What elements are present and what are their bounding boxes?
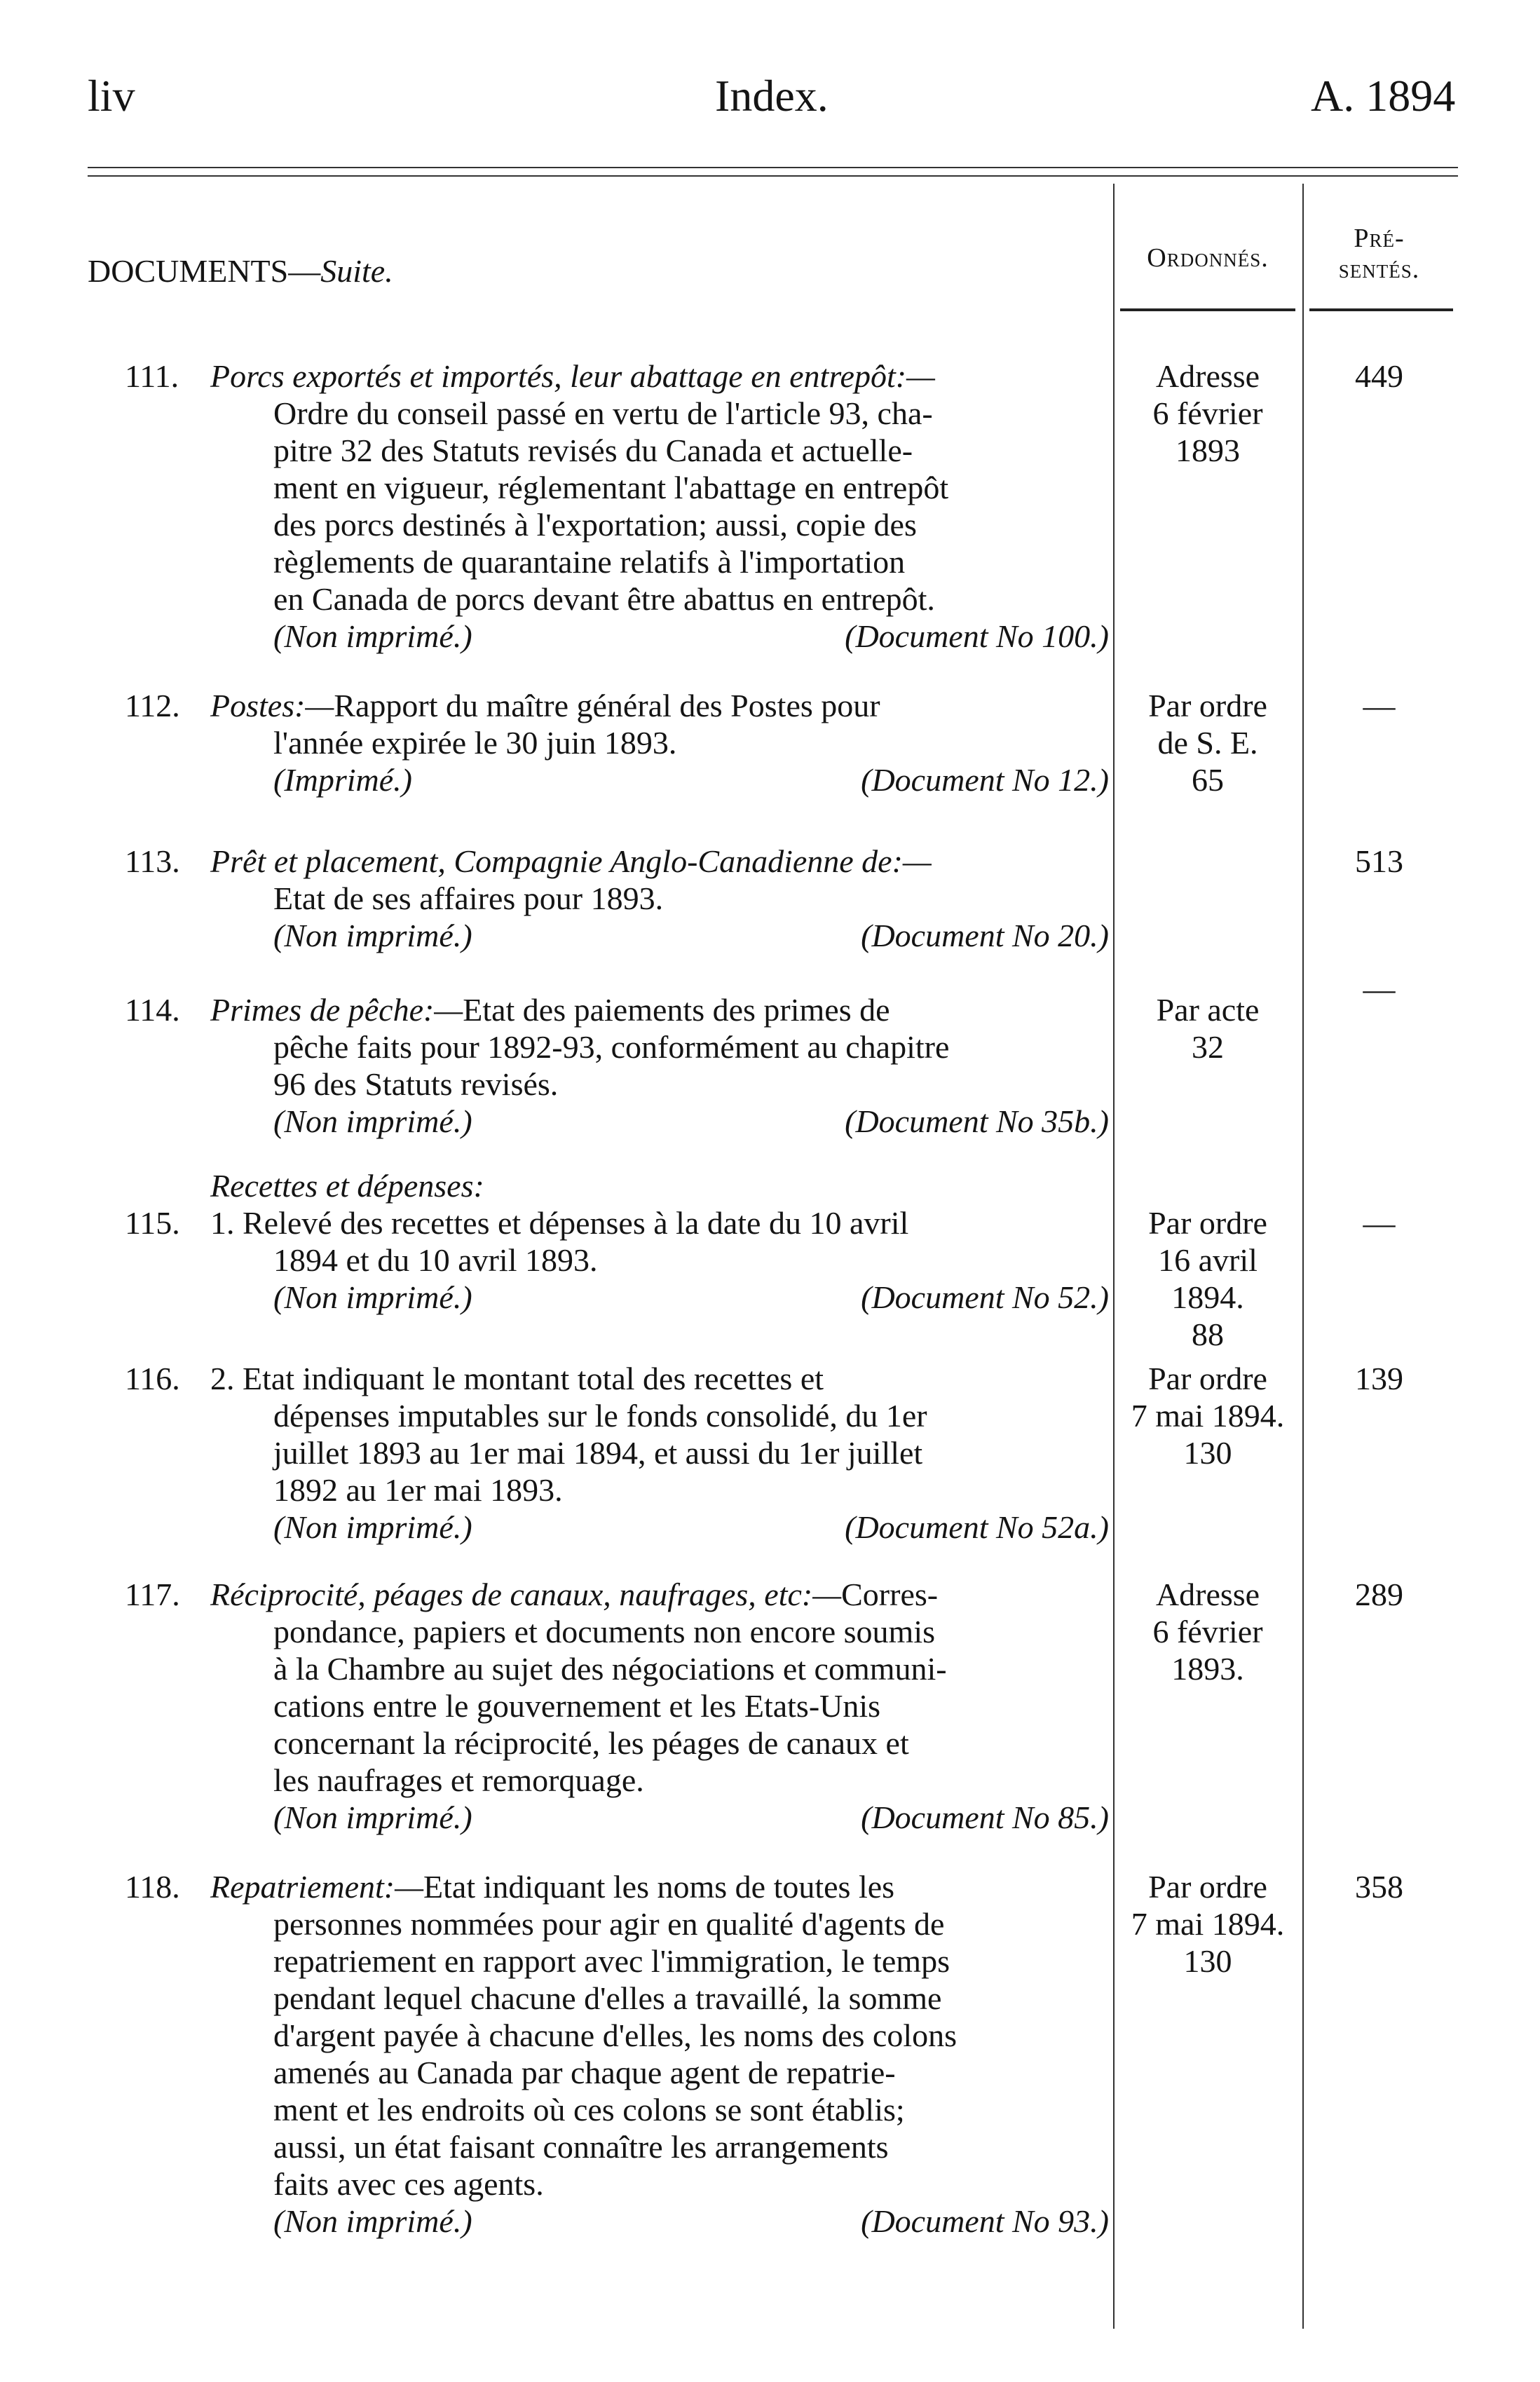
entry-body xyxy=(210,358,1109,655)
entry-line: Ordre du conseil passé en vertu de l'article 93, cha- xyxy=(273,395,933,431)
presented-cell: 289 xyxy=(1355,1577,1403,1612)
entry-title: Réciprocité, péages de canaux, naufrages, etc:— xyxy=(210,1577,842,1612)
print-status: (Imprimé.) xyxy=(273,762,412,798)
entry-line: règlements de quarantaine relatifs à l'importation xyxy=(273,544,906,580)
page-year: A. 1894 xyxy=(1311,71,1456,121)
entry-number: 115. xyxy=(125,1205,180,1241)
print-status: (Non imprimé.) xyxy=(273,1279,472,1315)
entry-line: dépenses imputables sur le fonds consolidé, du 1er xyxy=(273,1398,927,1434)
page-title: Index. xyxy=(715,71,829,121)
entry-body xyxy=(210,1204,1109,1316)
entry-line: Etat de ses affaires pour 1893. xyxy=(273,880,664,916)
presented-cell: — xyxy=(1363,971,1396,1007)
entry-line: cations entre le gouvernement et les Etats-Unis xyxy=(273,1688,881,1724)
entry-line: pondance, papiers et documents non encore soumis xyxy=(273,1614,936,1649)
ordered-cell: Par acte 32 xyxy=(1156,992,1260,1065)
entry-line: ment et les endroits où ces colons se sont établis; xyxy=(273,2092,905,2128)
entry-body xyxy=(210,687,1109,798)
column-header-presented-line1: Pré- xyxy=(1354,224,1405,253)
entry-line: en Canada de porcs devant être abattus en entrepôt. xyxy=(273,581,935,617)
document-ref: (Document No 52a.) xyxy=(845,1509,1109,1545)
entry-line: pêche faits pour 1892-93, conformément au chapitre xyxy=(273,1029,950,1065)
entry-number: 113. xyxy=(125,843,180,879)
entry-line: 1892 au 1er mai 1893. xyxy=(273,1472,563,1508)
subheading-recettes: Recettes et dépenses: xyxy=(210,1168,484,1204)
document-ref: (Document No 100.) xyxy=(845,618,1109,654)
presented-cell: 358 xyxy=(1355,1869,1403,1905)
entry-line: juillet 1893 au 1er mai 1894, et aussi du 1er juillet xyxy=(273,1435,923,1471)
document-ref: (Document No 85.) xyxy=(861,1799,1109,1835)
ordered-cell: Par ordre 7 mai 1894. 130 xyxy=(1131,1869,1285,1979)
entry-line: 96 des Statuts revisés. xyxy=(273,1066,559,1102)
entry-body xyxy=(210,991,1109,1140)
document-ref: (Document No 20.) xyxy=(861,918,1109,953)
presented-cell: 449 xyxy=(1355,358,1403,394)
entry-line: faits avec ces agents. xyxy=(273,2166,544,2202)
entry-title: Postes:— xyxy=(210,688,334,723)
entry-title: Primes de pêche:— xyxy=(210,992,463,1028)
print-status: (Non imprimé.) xyxy=(273,1799,472,1835)
column-header-presented-line2: sentés. xyxy=(1338,254,1420,284)
ordered-cell: Par ordre 16 avril 1894. 88 xyxy=(1148,1205,1267,1352)
column-divider-presented xyxy=(1302,184,1304,2329)
column-header-ordered: Ordonnés. xyxy=(1147,243,1269,273)
entry-body xyxy=(210,1360,1109,1546)
entry-body xyxy=(210,1868,1109,2240)
entry-line: d'argent payée à chacune d'elles, les noms des colons xyxy=(273,2017,958,2053)
column-divider-ordered xyxy=(1113,184,1115,2329)
document-ref: (Document No 52.) xyxy=(861,1279,1109,1315)
print-status: (Non imprimé.) xyxy=(273,1103,472,1139)
entry-title-rest: 2. Etat indiquant le montant total des recettes et xyxy=(210,1361,824,1396)
entry-title-rest: 1. Relevé des recettes et dépenses à la date du 10 avril xyxy=(210,1205,909,1241)
entry-title-rest: Rapport du maître général des Postes pour xyxy=(334,688,880,723)
entry-number: 111. xyxy=(125,358,179,394)
entry-line: personnes nommées pour agir en qualité d'agents de xyxy=(273,1906,945,1942)
entry-body xyxy=(210,843,1109,954)
header-rule-top xyxy=(88,167,1458,168)
column-header-presented xyxy=(1307,223,1451,285)
section-title xyxy=(88,252,393,290)
entry-line: concernant la réciprocité, les péages de canaux et xyxy=(273,1725,909,1761)
entry-number: 114. xyxy=(125,992,180,1028)
entry-line: des porcs destinés à l'exportation; aussi, copie des xyxy=(273,507,917,543)
entry-title: Repatriement:— xyxy=(210,1869,424,1905)
entry-line: repatriement en rapport avec l'immigration, le temps xyxy=(273,1943,950,1979)
entry-title-rest: Corres- xyxy=(841,1577,939,1612)
ordered-cell: Adresse 6 février 1893 xyxy=(1152,358,1263,468)
section-title-suite: Suite. xyxy=(320,253,393,289)
document-ref: (Document No 35b.) xyxy=(845,1103,1109,1139)
entry-title-rest: Etat des paiements des primes de xyxy=(463,992,890,1028)
entry-line: pendant lequel chacune d'elles a travaillé, la somme xyxy=(273,1980,942,2016)
page-number: liv xyxy=(88,71,135,121)
ordered-cell: Adresse 6 février 1893. xyxy=(1152,1577,1263,1687)
print-status: (Non imprimé.) xyxy=(273,1509,472,1545)
entry-number: 116. xyxy=(125,1361,180,1396)
section-title-text: DOCUMENTS— xyxy=(88,253,321,289)
entry-number: 112. xyxy=(125,688,180,723)
print-status: (Non imprimé.) xyxy=(273,918,472,953)
entry-body xyxy=(210,1576,1109,1836)
entry-number: 117. xyxy=(125,1577,180,1612)
entry-number: 118. xyxy=(125,1869,180,1905)
ordered-cell: Par ordre de S. E. 65 xyxy=(1148,688,1267,798)
entry-title-rest: Etat indiquant les noms de toutes les xyxy=(423,1869,895,1905)
document-ref: (Document No 12.) xyxy=(861,762,1109,798)
entry-line: amenés au Canada par chaque agent de repatrie- xyxy=(273,2055,896,2090)
entry-line: à la Chambre au sujet des négociations et communi- xyxy=(273,1651,947,1687)
entry-line: 1894 et du 10 avril 1893. xyxy=(273,1242,598,1278)
entry-line: l'année expirée le 30 juin 1893. xyxy=(273,725,677,761)
presented-cell: 139 xyxy=(1355,1361,1403,1396)
column-header-presented-underline xyxy=(1309,308,1453,311)
header-rule-bottom xyxy=(88,175,1458,177)
entry-title: Porcs exportés et importés, leur abattage en entrepôt:— xyxy=(210,358,935,394)
presented-cell: 513 xyxy=(1355,843,1403,879)
entry-title: Prêt et placement, Compagnie Anglo-Canadienne de:— xyxy=(210,843,932,879)
column-header-ordered-underline xyxy=(1120,308,1295,311)
presented-cell: — xyxy=(1363,1205,1396,1241)
entry-line: les naufrages et remorquage. xyxy=(273,1762,644,1798)
ordered-cell: Par ordre 7 mai 1894. 130 xyxy=(1131,1361,1285,1471)
document-ref: (Document No 93.) xyxy=(861,2203,1109,2239)
presented-cell: — xyxy=(1363,688,1396,723)
print-status: (Non imprimé.) xyxy=(273,2203,472,2239)
entry-line: pitre 32 des Statuts revisés du Canada et actuelle- xyxy=(273,433,913,468)
entry-line: aussi, un état faisant connaître les arrangements xyxy=(273,2129,889,2165)
print-status: (Non imprimé.) xyxy=(273,618,472,654)
entry-line: ment en vigueur, réglementant l'abattage en entrepôt xyxy=(273,470,949,505)
